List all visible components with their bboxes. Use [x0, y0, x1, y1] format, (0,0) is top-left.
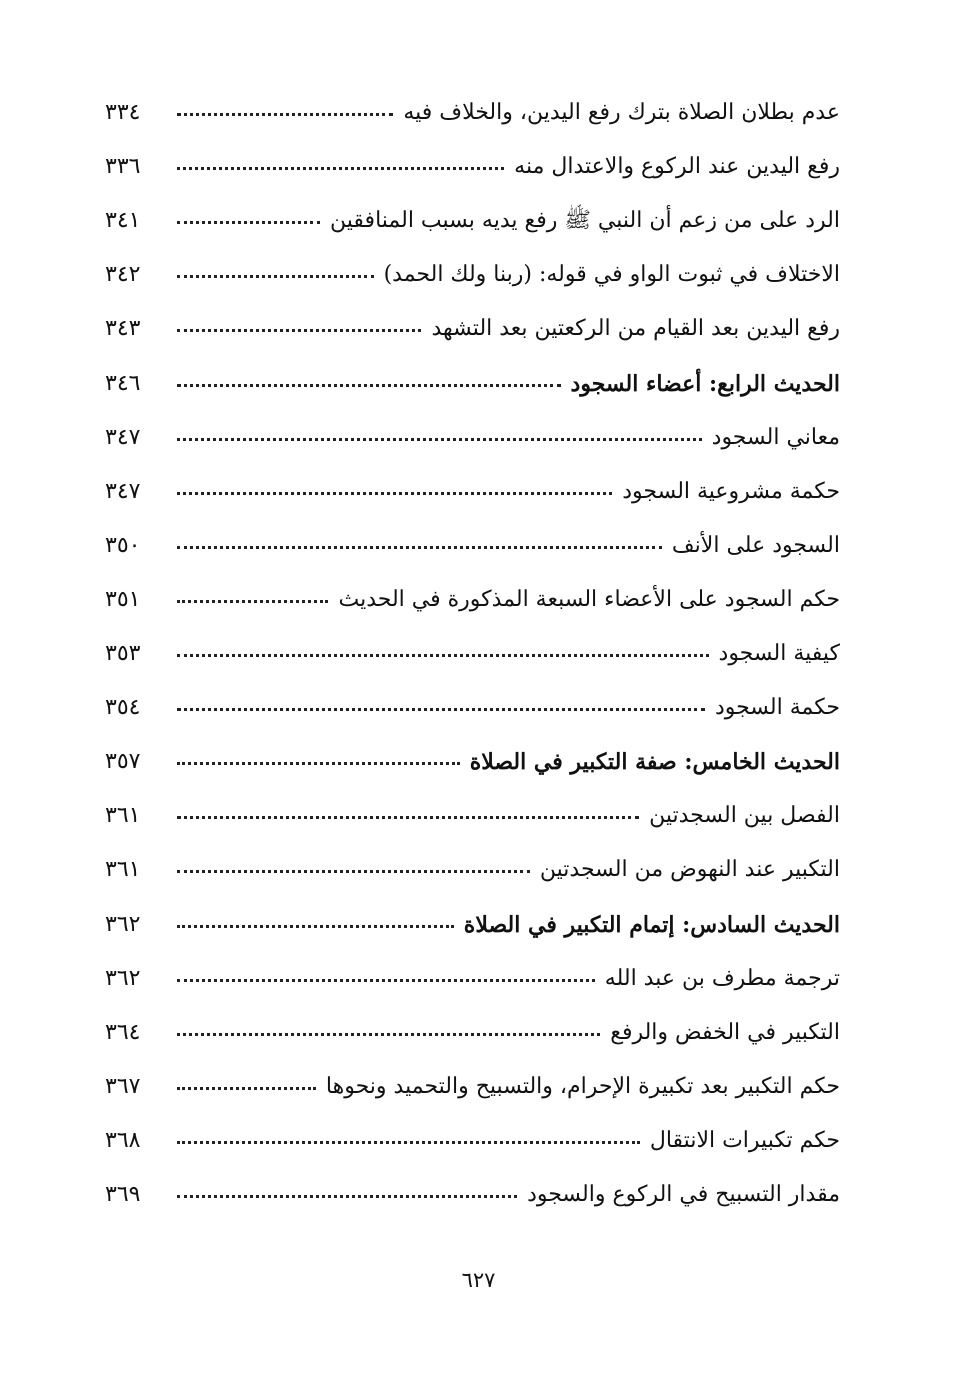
dot-leader [177, 438, 702, 441]
entry-title: حكمة السجود [714, 695, 840, 721]
toc-entry [105, 785, 840, 839]
toc-section-heading [105, 893, 840, 947]
dot-leader [177, 275, 374, 278]
page-footer-number: ٦٢٧ [461, 1268, 496, 1292]
section-heading-title: الحديث الرابع: أعضاء السجود [570, 370, 840, 397]
entry-page-number: ٣٦٧ [105, 1073, 141, 1099]
dot-leader [177, 1141, 640, 1144]
toc-entry [105, 569, 840, 623]
entry-page-number: ٣٣٦ [105, 154, 141, 180]
toc-entry [105, 298, 840, 352]
toc-entry [105, 82, 840, 136]
toc-section-heading [105, 352, 840, 406]
entry-page-number: ٣٤٧ [105, 424, 141, 450]
entry-page-number: ٣٤٣ [105, 316, 141, 342]
section-heading-title: الحديث الخامس: صفة التكبير في الصلاة [469, 749, 840, 776]
entry-page-number: ٣٥٧ [105, 749, 141, 775]
toc-entry [105, 677, 840, 731]
toc-entry [105, 1002, 840, 1056]
entry-title: التكبير في الخفض والرفع [610, 1019, 840, 1045]
dot-leader [177, 708, 705, 711]
dot-leader [177, 1195, 517, 1198]
table-of-contents [105, 82, 840, 1218]
toc-entry [105, 190, 840, 244]
entry-page-number: ٣٦١ [105, 857, 141, 883]
entry-title: معاني السجود [711, 424, 840, 450]
entry-page-number: ٣٥٠ [105, 532, 141, 558]
entry-page-number: ٣٦١ [105, 803, 141, 829]
dot-leader [177, 816, 639, 819]
entry-page-number: ٣٦٩ [105, 1181, 141, 1207]
entry-title: ترجمة مطرف بن عبد الله [604, 965, 840, 991]
entry-title: عدم بطلان الصلاة بترك رفع اليدين، والخلاف فيه [403, 100, 840, 126]
dot-leader [177, 1033, 600, 1036]
entry-title: كيفية السجود [718, 641, 840, 667]
entry-page-number: ٣٤٢ [105, 262, 141, 288]
toc-entry [105, 1110, 840, 1164]
toc-entry [105, 839, 840, 893]
entry-title: حكم السجود على الأعضاء السبعة المذكورة في الحديث [338, 586, 840, 612]
toc-entry [105, 244, 840, 298]
entry-title: التكبير عند النهوض من السجدتين [539, 857, 840, 883]
dot-leader [177, 979, 595, 982]
entry-page-number: ٣٤٧ [105, 478, 141, 504]
dot-leader [177, 221, 320, 224]
entry-title: السجود على الأنف [671, 532, 840, 558]
dot-leader [177, 925, 454, 928]
entry-page-number: ٣٣٤ [105, 100, 141, 126]
dot-leader [177, 762, 460, 765]
section-heading-title: الحديث السادس: إتمام التكبير في الصلاة [463, 911, 840, 938]
dot-leader [177, 654, 709, 657]
entry-title: رفع اليدين بعد القيام من الركعتين بعد التشهد [431, 316, 840, 342]
entry-page-number: ٣٦٤ [105, 1019, 141, 1045]
entry-page-number: ٣٦٨ [105, 1127, 141, 1153]
dot-leader [177, 1087, 316, 1090]
toc-entry [105, 1056, 840, 1110]
toc-section-heading [105, 731, 840, 785]
toc-entry [105, 515, 840, 569]
dot-leader [177, 113, 393, 116]
toc-entry [105, 461, 840, 515]
entry-page-number: ٣٦٢ [105, 965, 141, 991]
entry-page-number: ٣٥٤ [105, 695, 141, 721]
entry-title: الاختلاف في ثبوت الواو في قوله: (ربنا ولك الحمد) [383, 262, 840, 288]
toc-entry [105, 136, 840, 190]
dot-leader [177, 329, 421, 332]
entry-title: حكمة مشروعية السجود [622, 478, 840, 504]
entry-title: حكم التكبير بعد تكبيرة الإحرام، والتسبيح والتحميد ونحوها [325, 1073, 840, 1099]
toc-entry [105, 1164, 840, 1218]
dot-leader [177, 167, 504, 170]
dot-leader [177, 546, 662, 549]
dot-leader [177, 384, 561, 387]
entry-title: الرد على من زعم أن النبي ﷺ رفع يديه بسبب المنافقين [330, 208, 840, 234]
dot-leader [177, 870, 530, 873]
entry-page-number: ٣٥١ [105, 586, 141, 612]
entry-title: الفصل بين السجدتين [649, 803, 840, 829]
entry-title: رفع اليدين عند الركوع والاعتدال منه [514, 154, 840, 180]
entry-page-number: ٣٤١ [105, 208, 141, 234]
dot-leader [177, 492, 612, 495]
entry-page-number: ٣٥٣ [105, 641, 141, 667]
entry-title: حكم تكبيرات الانتقال [649, 1127, 840, 1153]
entry-page-number: ٣٦٢ [105, 911, 141, 937]
toc-entry [105, 948, 840, 1002]
toc-entry [105, 407, 840, 461]
entry-title: مقدار التسبيح في الركوع والسجود [527, 1181, 840, 1207]
toc-entry [105, 623, 840, 677]
entry-page-number: ٣٤٦ [105, 370, 141, 396]
dot-leader [177, 600, 328, 603]
